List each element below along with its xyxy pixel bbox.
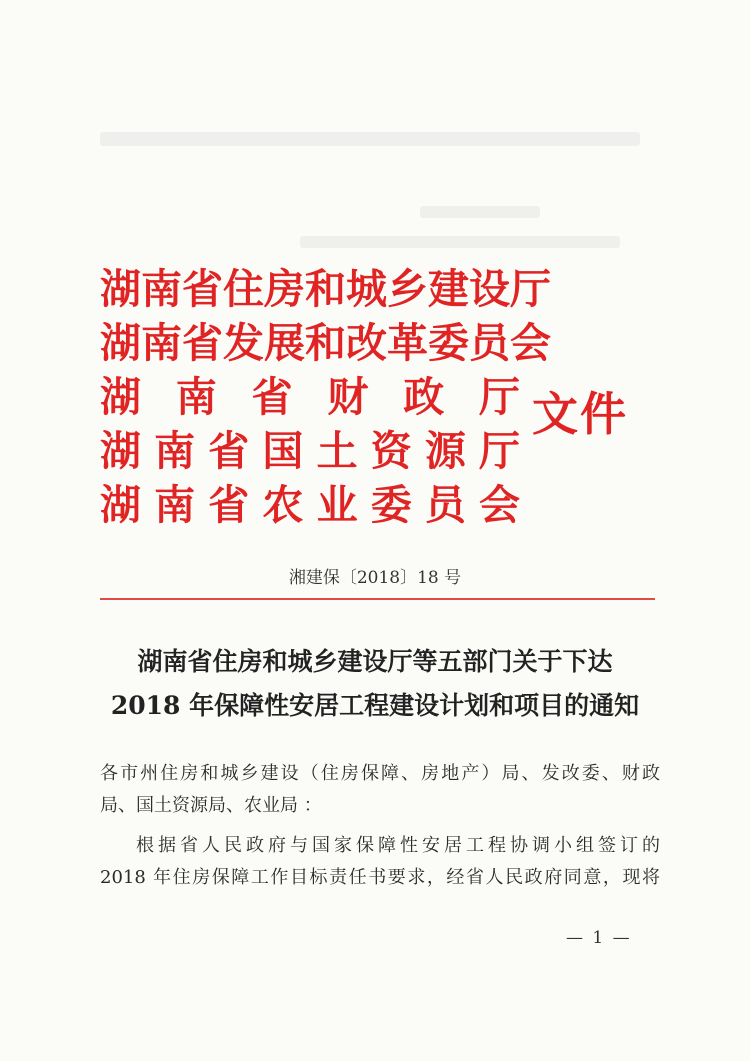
issuer-char: 国 — [262, 427, 304, 475]
issuer-char: 省 — [182, 265, 223, 313]
red-divider — [100, 598, 655, 600]
issuer-line-3 — [100, 370, 520, 424]
issuer-char: 厅 — [510, 265, 551, 313]
issuer-char: 土 — [316, 427, 358, 475]
issuer-char: 省 — [208, 427, 250, 475]
document-title — [0, 640, 750, 728]
issuer-char: 湖 — [100, 319, 141, 367]
issuer-char: 湖 — [100, 265, 141, 313]
issuer-char: 员 — [424, 481, 466, 529]
issuer-char: 湖 — [100, 427, 141, 475]
issuer-char: 资 — [370, 427, 412, 475]
title-line-2: 2018 年保障性安居工程建设计划和项目的通知 — [110, 691, 640, 720]
issuer-char: 南 — [141, 319, 182, 367]
issuer-char: 会 — [478, 481, 520, 529]
bleed-through-mark — [420, 206, 540, 218]
issuer-line-1 — [100, 262, 551, 316]
document-body — [100, 758, 660, 894]
document-number: 湘建保〔2018〕18 号 — [288, 568, 462, 588]
issuer-char: 和 — [305, 319, 346, 367]
bleed-through-mark — [300, 236, 620, 248]
addressee-line-2: 局、国土资源局、农业局 ： — [100, 795, 322, 816]
issuer-char: 会 — [510, 319, 551, 367]
document-suffix: 文件 — [532, 387, 628, 441]
issuing-authorities — [100, 262, 551, 532]
issuer-char: 革 — [387, 319, 428, 367]
issuer-char: 员 — [469, 319, 510, 367]
bleed-through-mark — [100, 132, 640, 146]
issuer-char: 设 — [469, 265, 510, 313]
issuer-char: 房 — [264, 265, 305, 313]
issuer-char: 财 — [327, 373, 369, 421]
issuer-line-5 — [100, 478, 520, 532]
issuer-char: 政 — [403, 373, 445, 421]
issuer-char: 委 — [428, 319, 469, 367]
issuer-char: 省 — [251, 373, 293, 421]
issuer-char: 省 — [208, 481, 250, 529]
issuer-char: 湖 — [100, 481, 141, 529]
issuer-char: 农 — [262, 481, 304, 529]
issuer-char: 住 — [223, 265, 264, 313]
issuer-line-4 — [100, 424, 520, 478]
issuer-line-2 — [100, 316, 551, 370]
issuer-char: 省 — [182, 319, 223, 367]
issuer-char: 南 — [154, 427, 196, 475]
title-line-1: 湖南省住房和城乡建设厅等五部门关于下达 — [137, 647, 613, 676]
issuer-char: 湖 — [100, 373, 141, 421]
addressee-line-1: 各市州住房和城乡建设（住房保障、房地产）局、发改委、财政 — [100, 763, 660, 784]
issuer-char: 建 — [428, 265, 469, 313]
issuer-char: 厅 — [478, 373, 520, 421]
issuer-char: 和 — [305, 265, 346, 313]
issuer-char: 改 — [346, 319, 387, 367]
paragraph-line-1: 根据省人民政府与国家保障性安居工程协调小组签订的 — [136, 835, 660, 856]
issuer-char: 南 — [175, 373, 217, 421]
page-number: — 1 — — [566, 928, 632, 948]
issuer-char: 厅 — [478, 427, 520, 475]
issuer-char: 业 — [316, 481, 358, 529]
issuer-char: 乡 — [387, 265, 428, 313]
paragraph-line-2: 2018 年住房保障工作目标责任书要求，经省人民政府同意，现将 — [100, 867, 660, 888]
issuer-char: 发 — [223, 319, 264, 367]
issuer-char: 南 — [141, 265, 182, 313]
issuer-char: 南 — [154, 481, 196, 529]
issuer-char: 城 — [346, 265, 387, 313]
issuer-char: 展 — [264, 319, 305, 367]
issuer-char: 源 — [424, 427, 466, 475]
issuer-char: 委 — [370, 481, 412, 529]
